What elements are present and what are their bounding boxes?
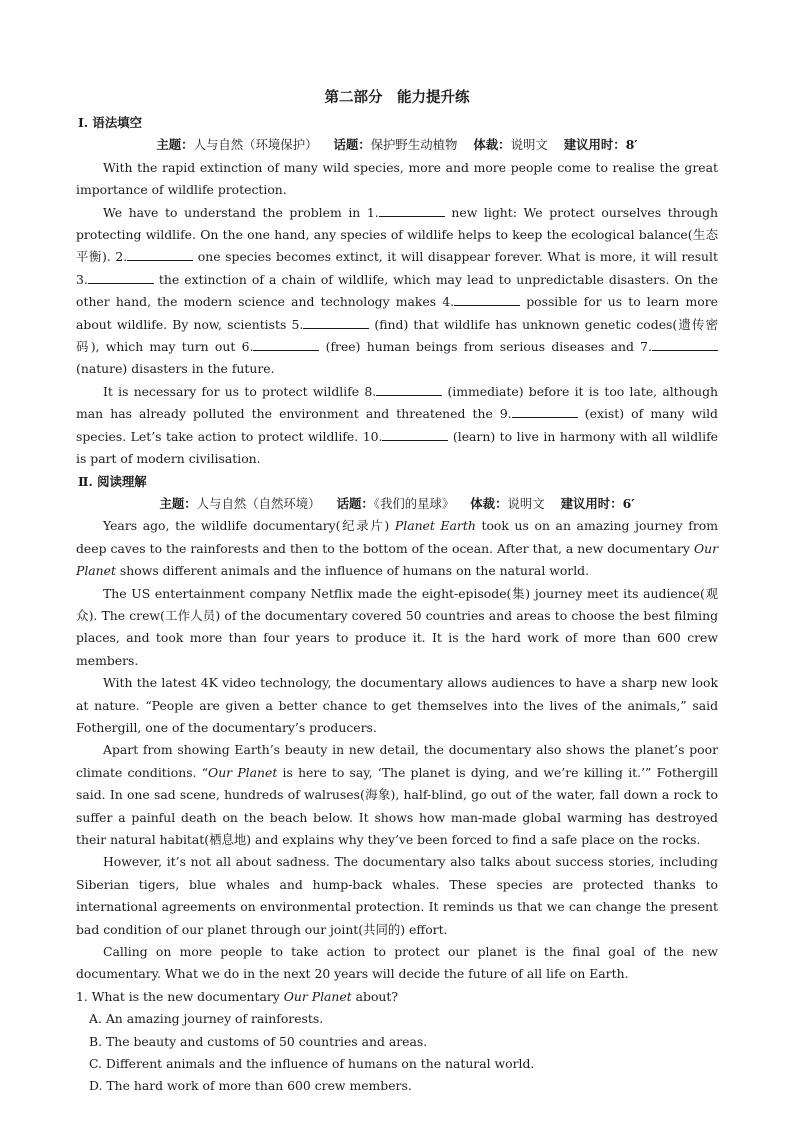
time-value: 8′ <box>625 137 638 153</box>
documentary-title: Planet Earth <box>394 518 476 534</box>
answer-blank-3[interactable] <box>88 270 154 284</box>
page-title: 第二部分 能力提升练 <box>324 89 470 106</box>
text-run: (nature) disasters in the future. <box>76 361 275 377</box>
text-run: shows different animals and the influence of humans on the natural world. <box>115 563 590 579</box>
reading-paragraph-6: Calling on more people to take action to protect our planet is the final goal of the new documentary. What we do in the next 20 years will decide the future of all life on Earth. <box>76 944 718 982</box>
section-meta-reading <box>76 493 718 515</box>
text-run: We have to understand the problem in 1. <box>103 204 379 220</box>
question-1-option-b[interactable]: B. The beauty and customs of 50 countries and areas. <box>89 1033 428 1049</box>
text-run: Years ago, the wildlife documentary(纪录片) <box>103 518 395 534</box>
question-1-option-d[interactable]: D. The hard work of more than 600 crew members. <box>89 1078 412 1094</box>
genre-label: 体裁： <box>473 137 511 153</box>
grammar-paragraph-3 <box>76 381 718 471</box>
document-page <box>76 86 718 1098</box>
theme-value: 人与自然（环境保护） <box>193 137 318 153</box>
section-meta-grammar <box>76 134 718 156</box>
reading-paragraph-2: The US entertainment company Netflix made the eight-episode(集) journey meet its audience(观众). The crew(工作人员) of the documentary covered 50 countries and areas to choose the best filming places, and took more than four years to produce it. It is the hard work of more than 600 crew members. <box>76 585 718 668</box>
text-run: is here to say, ‘The planet is dying, and we’re killing it.’” Fothergill said. In one sad scene, hundreds of walruses(海象), half-blind, go out of the water, fall down a rock to suffer a painful death on the beach below. It shows how man-made global warming has destroyed their natural habitat(栖息地) and explains why they’ve been forced to find a safe place on the rocks. <box>76 764 718 847</box>
topic-value: 《我们的星球》 <box>373 495 455 511</box>
text-run: possible for us to learn more about wildlife. By now, scientists 5. <box>76 294 719 332</box>
answer-blank-7[interactable] <box>652 337 718 351</box>
genre-value: 说明文 <box>507 495 545 511</box>
theme-label: 主题： <box>156 137 194 153</box>
reading-paragraph-4 <box>76 739 718 851</box>
answer-blank-9[interactable] <box>512 404 578 418</box>
text-run: (find) that wildlife has unknown genetic codes(遗传密码), which may turn out 6. <box>76 316 718 355</box>
documentary-title: Our Planet <box>283 988 352 1004</box>
text-run: took us on an amazing journey from deep caves to the rainforests and then to the bottom of the ocean. After that, a new documentary <box>76 518 718 556</box>
text-run: (exist) of many wild species. Let’s take action to protect wildlife. 10. <box>76 406 718 444</box>
text-run: 1. What is the new documentary <box>76 988 284 1004</box>
text-run: (free) human beings from serious diseases and 7. <box>319 339 652 355</box>
time-label: 建议用时： <box>560 495 623 511</box>
answer-blank-8[interactable] <box>376 382 442 396</box>
section-heading-reading: Ⅱ. 阅读理解 <box>78 473 147 489</box>
text-run: the extinction of a chain of wildlife, which may lead to unpredictable disasters. On the other hand, the modern science and technology makes 4. <box>76 271 718 310</box>
topic-label: 话题： <box>336 495 374 511</box>
time-label: 建议用时： <box>563 137 626 153</box>
question-1-option-c[interactable]: C. Different animals and the influence of humans on the natural world. <box>89 1056 535 1072</box>
documentary-title: Our Planet <box>208 764 278 780</box>
time-value: 6′ <box>622 495 635 511</box>
answer-blank-1[interactable] <box>379 203 445 217</box>
answer-blank-2[interactable] <box>127 247 193 261</box>
topic-label: 话题： <box>333 137 371 153</box>
grammar-paragraph-2 <box>76 202 718 381</box>
answer-blank-6[interactable] <box>253 337 319 351</box>
text-run: new light: We protect ourselves through protecting wildlife. On the one hand, any species of wildlife helps to keep the ecological balance(生态平衡). 2. <box>76 204 718 265</box>
section-heading-grammar: Ⅰ. 语法填空 <box>78 115 142 130</box>
reading-paragraph-5: However, it’s not all about sadness. The documentary also talks about success stories, including Siberian tigers, blue whales and hump-back whales. These species are protected thanks to international agreements on environmental protection. It reminds us that we can change the present bad condition of our planet through our joint(共同的) effort. <box>76 854 718 937</box>
grammar-paragraph-1: With the rapid extinction of many wild species, more and more people come to realise the great importance of wildlife protection. <box>76 159 718 198</box>
genre-label: 体裁： <box>470 495 508 511</box>
theme-value: 人与自然（自然环境） <box>196 495 321 511</box>
question-1-option-a[interactable]: A. An amazing journey of rainforests. <box>89 1011 324 1027</box>
text-run: (learn) to live in harmony with all wildlife is part of modern civilisation. <box>76 428 718 467</box>
answer-blank-4[interactable] <box>454 292 520 306</box>
genre-value: 说明文 <box>510 137 548 153</box>
reading-paragraph-1 <box>76 515 718 582</box>
question-1-stem <box>76 986 718 1008</box>
text-run: one species becomes extinct, it will disappear forever. What is more, it will result 3. <box>76 249 718 287</box>
reading-paragraph-3: With the latest 4K video technology, the documentary allows audiences to have a sharp new look at nature. “People are given a better chance to get themselves into the lives of the animals,” said Fothergill, one of the documentary’s producers. <box>76 675 718 735</box>
documentary-title: Our Planet <box>76 540 718 579</box>
answer-blank-10[interactable] <box>382 427 448 441</box>
theme-label: 主题： <box>159 495 197 511</box>
text-run: about? <box>351 988 399 1004</box>
text-run: Apart from showing Earth’s beauty in new detail, the documentary also shows the planet’s poor climate conditions. “ <box>76 742 718 780</box>
text-run: It is necessary for us to protect wildlife 8. <box>103 383 377 399</box>
text-run: (immediate) before it is too late, although man has already polluted the environment and threatened the 9. <box>76 383 718 422</box>
topic-value: 保护野生动植物 <box>370 137 458 153</box>
answer-blank-5[interactable] <box>303 315 369 329</box>
